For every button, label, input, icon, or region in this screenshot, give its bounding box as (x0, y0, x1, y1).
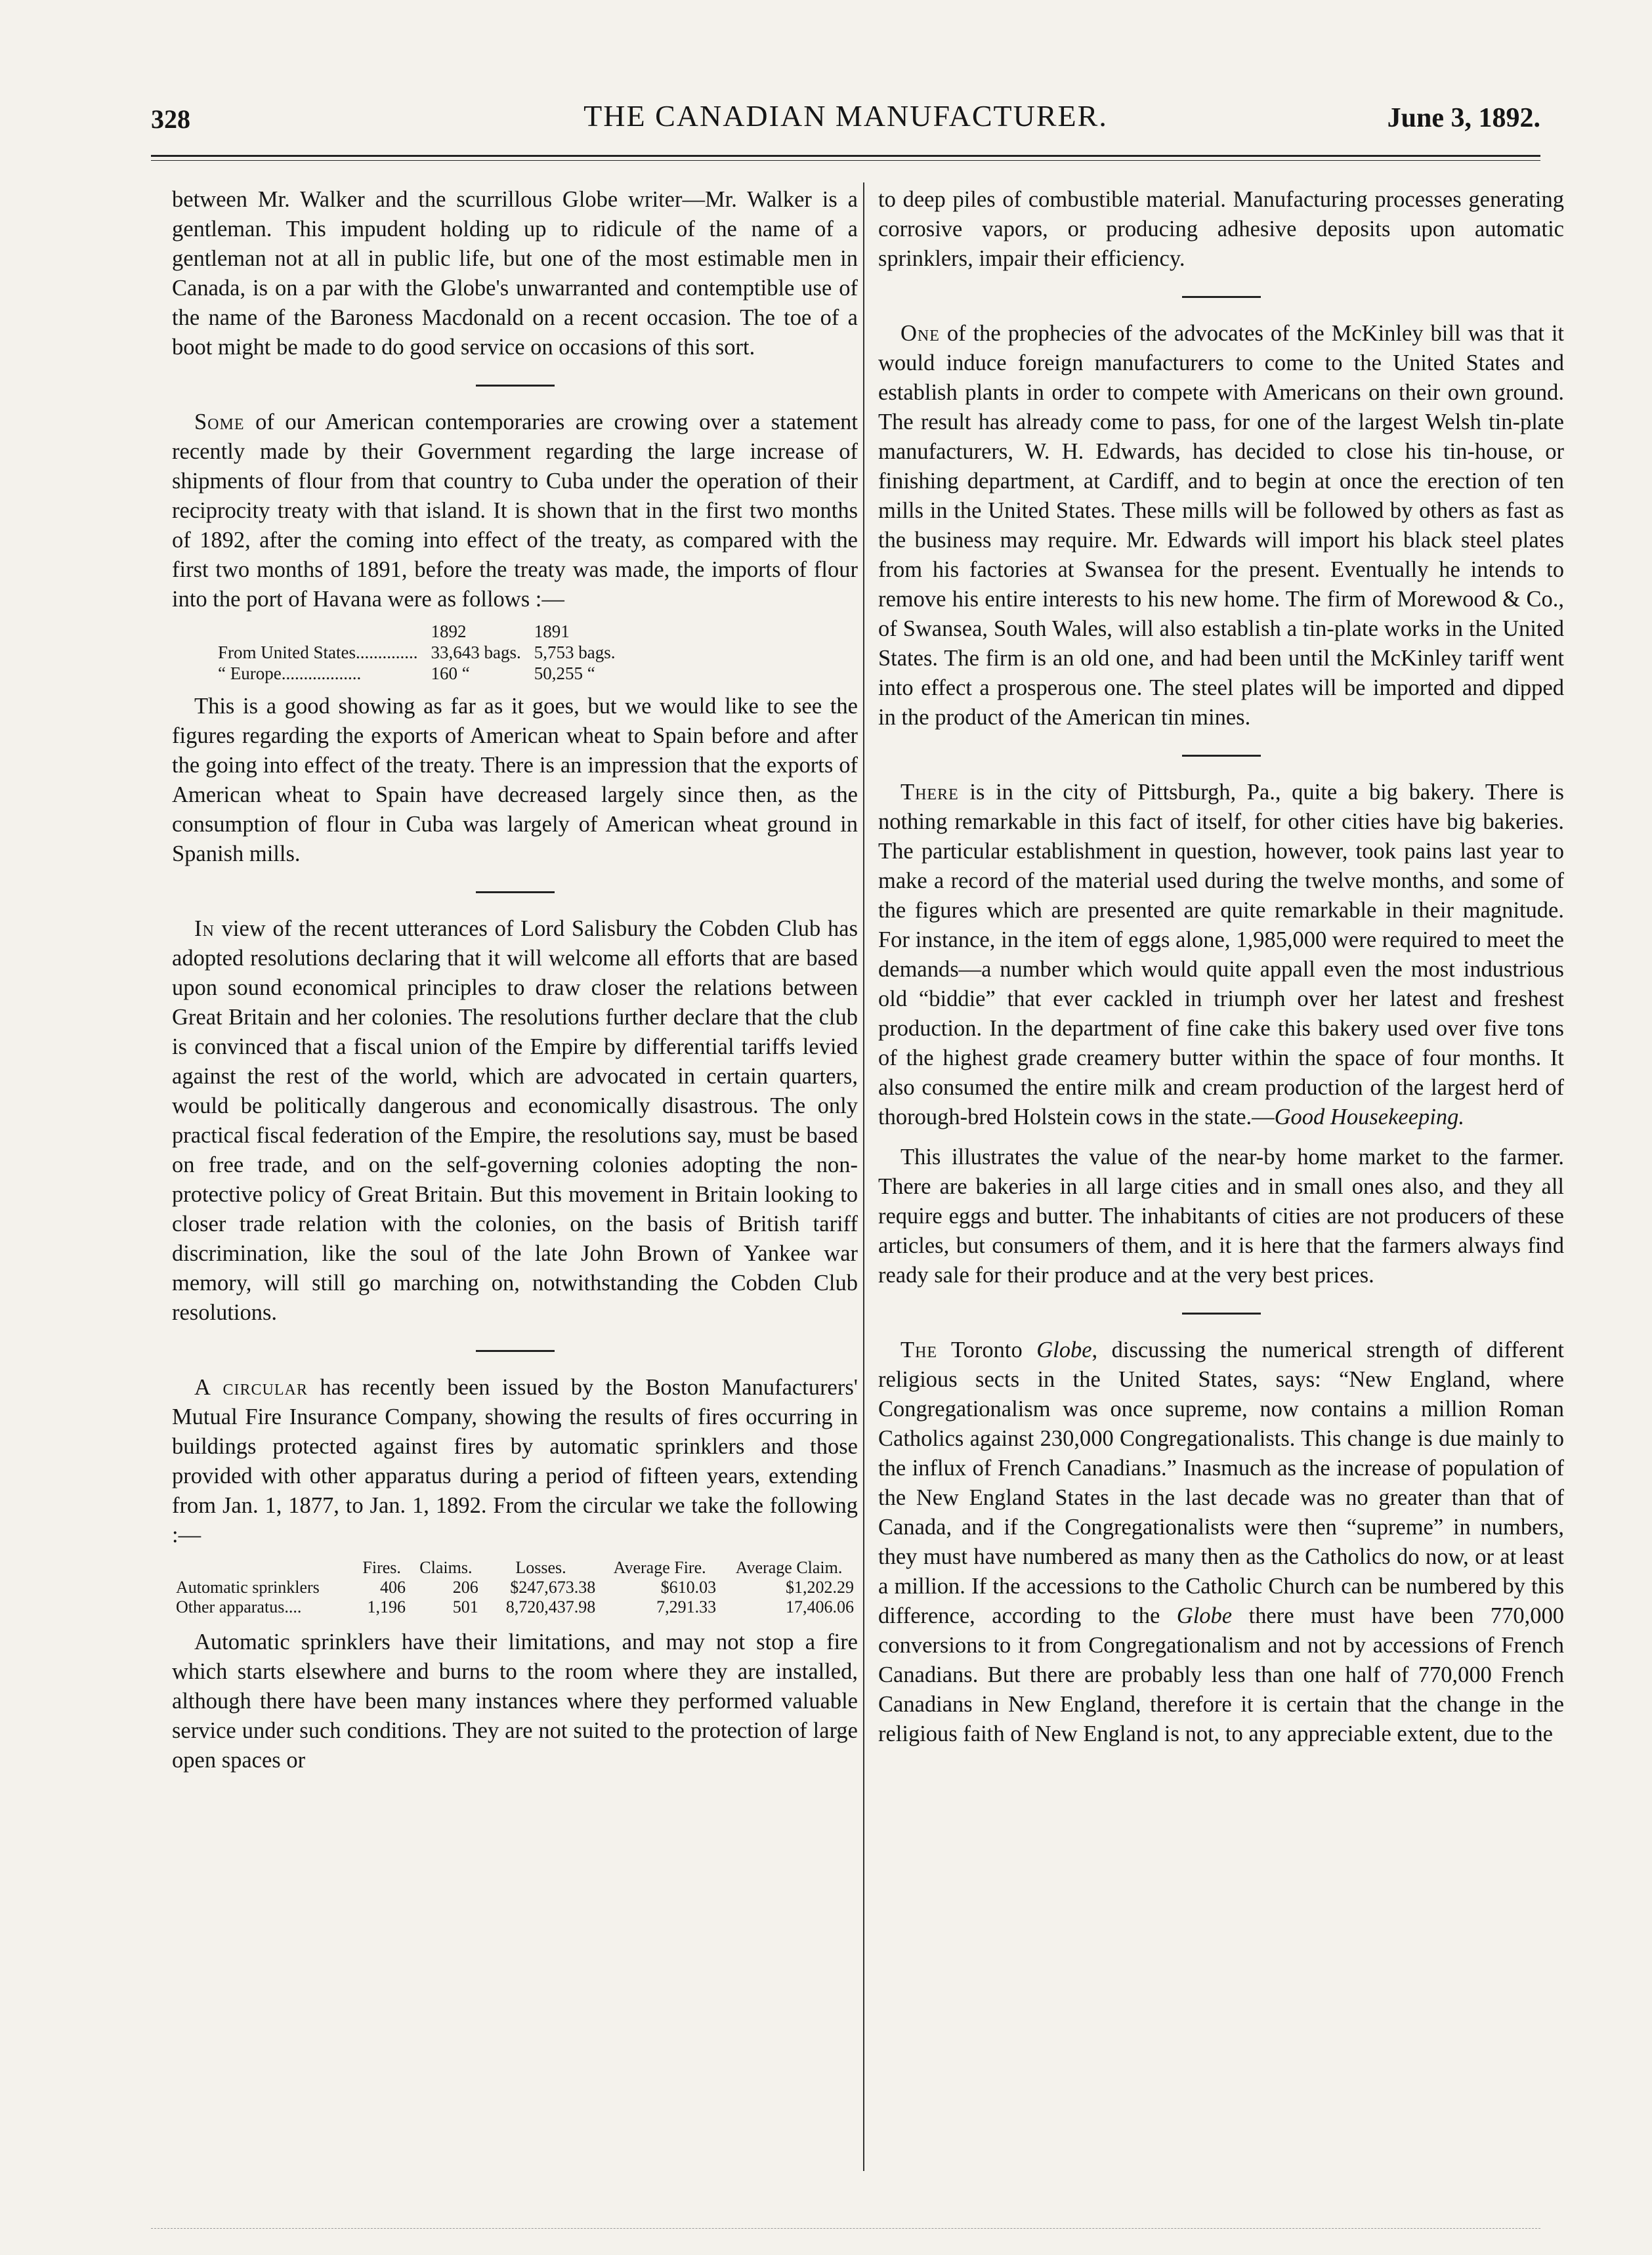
cell-fires: 1,196 (367, 1597, 406, 1616)
row-label: Automatic sprinklers (176, 1578, 320, 1597)
cell-losses: 8,720,437.98 (505, 1597, 596, 1616)
page-header (151, 98, 1540, 144)
cell-1891: 5,753 bags. (534, 643, 616, 662)
lead-word: One (900, 321, 940, 346)
cell-claims: 206 (452, 1578, 478, 1597)
column-divider (863, 182, 864, 2171)
cell-average-fire: $610.03 (660, 1578, 717, 1597)
cell-1892: 33,643 bags. (431, 643, 521, 662)
left-column (172, 185, 858, 1775)
cell-average-claim: 17,406.06 (786, 1597, 854, 1616)
lead-word: In (194, 916, 215, 941)
paragraph-text: is in the city of Pittsburgh, Pa., quite a big bakery. There is nothing remarkable in this fact of itself, for other cities have big bakeries. The particular establishment in question, however, took pains last year to make a record of the material used during the twelve months, and some of the figures which are presented are quite remarkable in their magnitude. For instance, in the item of eggs alone, 1,985,000 were required to meet the demands—a number which would quite appall even the most industrious old “biddie” that ever cackled in triumph over her latest and freshest production. In the department of fine cake this bakery used over five tons of the highest grade creamery butter within the space of four months. It also consumed the entire milk and cream production of the largest herd of thorough-bred Holstein cows in the state.— (878, 780, 1564, 1129)
right-column (878, 185, 1564, 1749)
column-header: Losses. (515, 1558, 566, 1577)
column-header: 1892 (431, 622, 467, 641)
article-separator (1182, 1313, 1261, 1315)
article-separator (476, 1350, 555, 1352)
article-religious-sects-paragraph (878, 1336, 1564, 1749)
lead-word: A circular (194, 1375, 308, 1400)
paragraph-text: has recently been issued by the Boston Manufacturers' Mutual Fire Insurance Company, showing the results of fires occurring in buildings protected against fires by automatic sprinklers and those provided with other apparatus during a period of fifteen years, extending from Jan. 1, 1877, to Jan. 1, 1892. From the circular we take the following :— (172, 1375, 858, 1548)
table-header-row (211, 621, 622, 642)
article-separator (476, 385, 555, 387)
paragraph-text: there must have been 770,000 conversions to it from Congregationalism and not by accessions of French Canadians. But there are probably less than one half of 770,000 French Canadians in New England, therefore it is certain that the change in the religious faith of New England is not, to any appreciable extent, due to the (878, 1603, 1564, 1746)
page-footer-rule (151, 2228, 1540, 2229)
table-row (211, 663, 622, 684)
table-row (172, 1578, 858, 1597)
article-mckinley-tinplate-paragraph (878, 319, 1564, 732)
table-row (172, 1597, 858, 1617)
cell-1891: 50,255 “ (534, 664, 595, 683)
table-row (211, 642, 622, 663)
paragraph-text: view of the recent utterances of Lord Salisbury the Cobden Club has adopted resolutions declaring that it will welcome all efforts that are based upon sound economical principles to draw closer the relations between Great Britain and her colonies. The resolutions further declare that the club is convinced that a fiscal union of the Empire by differential tariffs levied against the rest of the world, which are advocated in certain quarters, would be politically dangerous and economically disastrous. The only practical fiscal federation of the Empire, the resolutions say, must be based on free trade, and on the self-governing colonies adopting the non-protective policy of Great Britain. But this movement in Britain looking to closer trade relation with the colonies, on the basis of British tariff discrimination, like the soul of the late John Brown of Yankee war memory, will still go marching on, notwithstanding the Cobden Club resolutions. (172, 916, 858, 1325)
fires-statistics-table (172, 1558, 858, 1617)
article-sprinklers-paragraph (172, 1373, 858, 1550)
publication-name: Globe (1036, 1338, 1092, 1362)
article-pittsburgh-bakery-paragraph (878, 778, 1564, 1132)
lead-word: There (900, 780, 959, 805)
lead-word: The (900, 1338, 938, 1362)
publication-name: Globe (1176, 1603, 1233, 1628)
article-cobden-club-paragraph (172, 914, 858, 1328)
paragraph-text: Toronto (937, 1338, 1037, 1362)
cell-average-claim: $1,202.29 (786, 1578, 854, 1597)
article-home-market-paragraph: This illustrates the value of the near-by home market to the farmer. There are bakeries in all large cities and in small ones also, and they all require eggs and butter. The inhabitants of cities are not producers of these articles, but consumers of them, and it is here that the farmers always find ready sale for their produce and at the very best prices. (878, 1145, 1564, 1288)
header-rule-bottom (151, 160, 1540, 161)
page-number: 328 (151, 104, 190, 134)
article-flour-cuba-paragraph (172, 408, 858, 614)
header-rule-top (151, 155, 1540, 157)
cell-average-fire: 7,291.33 (656, 1597, 717, 1616)
row-label: Other apparatus.... (176, 1597, 302, 1616)
column-header: Claims. (419, 1558, 473, 1577)
cell-fires: 406 (380, 1578, 406, 1597)
issue-date: June 3, 1892. (1387, 103, 1540, 133)
paragraph-text: of our American contemporaries are crowing over a statement recently made by their Government regarding the large increase of shipments of flour from that country to Cuba under the operation of their reciprocity treaty with that island. It is shown that in the first two months of 1892, after the coming into effect of the treaty, as compared with the first two months of 1891, before the treaty was made, the imports of flour into the port of Havana were as follows :— (172, 410, 858, 612)
article-wheat-spain-paragraph: This is a good showing as far as it goes, but we would like to see the figures regarding the exports of American wheat to Spain before and after the going into effect of the treaty. There is an impression that the exports of American wheat to Spain have decreased largely since then, as the consumption of flour in Cuba was largely of American wheat ground in Spanish mills. (172, 694, 858, 866)
cell-1892: 160 “ (431, 664, 470, 683)
article-separator (476, 891, 555, 893)
source-citation: Good Housekeeping. (1274, 1105, 1464, 1129)
article-sprinklers-continued-paragraph: to deep piles of combustible material. Manufacturing processes generating corrosive vapors, or producing adhesive deposits upon automatic sprinklers, impair their efficiency. (878, 187, 1564, 271)
article-sprinkler-limitations-paragraph: Automatic sprinklers have their limitations, and may not stop a fire which starts elsewhere and burns to the room where they are installed, although there have been many instances where they performed valuable service under such conditions. They are not suited to the protection of large open spaces or (172, 1630, 858, 1773)
column-header: Average Claim. (735, 1558, 843, 1577)
cell-claims: 501 (452, 1597, 478, 1616)
cell-losses: $247,673.38 (510, 1578, 596, 1597)
flour-imports-table (211, 621, 622, 684)
article-separator (1182, 755, 1261, 757)
publication-title: THE CANADIAN MANUFACTURER. (583, 99, 1108, 133)
paragraph-text: of the prophecies of the advocates of the McKinley bill was that it would induce foreign manufacturers to come to the United States and establish plants in order to compete with Americans on their own ground. The result has already come to pass, for one of the largest Welsh tin-plate manufacturers, W. H. Edwards, has decided to close his tin-house, or finishing department, at Cardiff, and to begin at once the erection of ten mills in the United States. These mills will be followed by others as fast as the business may require. Mr. Edwards will import his black steel plates from his factories at Swansea for the present. Eventually he intends to remove his entire interests to his new home. The firm of Morewood & Co., of Swansea, South Wales, will also establish a tin-plate works in the United States. The firm is an old one, and had been until the McKinley tariff went into effect a prosperous one. The steel plates will be imported and dipped in the product of the American tin mines. (878, 321, 1564, 730)
row-label: From United States.............. (218, 643, 418, 662)
row-label: “ Europe.................. (218, 664, 362, 683)
article-separator (1182, 296, 1261, 298)
article-globe-walker-paragraph: between Mr. Walker and the scurrillous Globe writer—Mr. Walker is a gentleman. This impudent holding up to ridicule of the name of a gentleman not at all in public life, but one of the most estimable men in Canada, is on a par with the Globe's unwarranted and contemptible use of the name of the Baroness Macdonald on a recent occasion. The toe of a boot might be made to do good service on occasions of this sort. (172, 187, 858, 360)
table-header-row (172, 1558, 858, 1578)
column-header: Fires. (362, 1558, 401, 1577)
column-header: Average Fire. (613, 1558, 706, 1577)
column-header: 1891 (534, 622, 570, 641)
lead-word: Some (194, 410, 245, 434)
paragraph-text: , discussing the numerical strength of different religious sects in the United States, says: “New England, where Congregationalism was once supreme, now contains a million Roman Catholics against 230,000 Congregationalists. This change is due mainly to the influx of French Canadians.” Inasmuch as the increase of population of the New England States in the last decade was no greater than that of Canada, and if the Congregationalists were then “supreme” in numbers, they must have numbered as many then as the Catholics do now, or at least a million. If the accessions to the Catholic Church can be numbered by this difference, according to the (878, 1338, 1564, 1628)
